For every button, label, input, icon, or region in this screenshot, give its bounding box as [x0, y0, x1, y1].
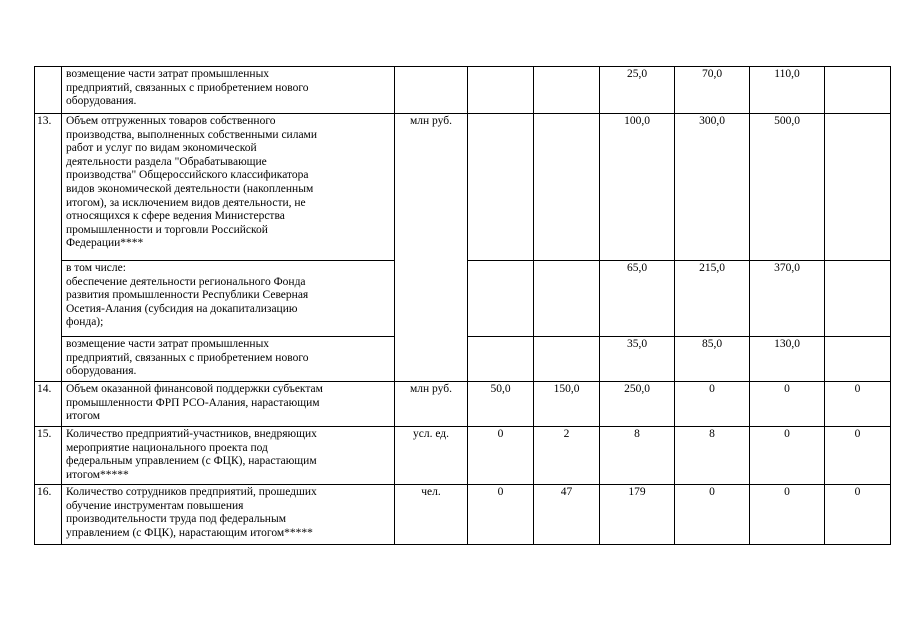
table-row: [35, 427, 891, 485]
indicator-description: Количество предприятий-участников, внедряющих мероприятие национального проекта под федеральным управлением (с ФЦК), нарастающим итогом*****: [62, 427, 395, 485]
value-cell: 85,0: [675, 337, 750, 382]
value-cell: [468, 337, 534, 382]
value-cell: [534, 114, 600, 261]
value-cell: 0: [825, 485, 891, 545]
indicator-description: Объем отгруженных товаров собственного производства, выполненных собственными силами работ и услуг по видам экономической деятельности раздела "Обрабатывающие производства" Общероссийского классификатора видов экономической деятельности (накопленным итогом), за исключением видов деятельности, не относящихся к сфере ведения Министерства промышленности и торговли Российской Федерации****: [62, 114, 395, 261]
value-cell: 110,0: [750, 67, 825, 114]
value-cell: 0: [825, 382, 891, 427]
value-cell: 130,0: [750, 337, 825, 382]
value-cell: 150,0: [534, 382, 600, 427]
value-cell: [534, 337, 600, 382]
unit-cell: млн руб.: [395, 114, 468, 382]
unit-cell: [395, 67, 468, 114]
value-cell: 179: [600, 485, 675, 545]
value-cell: [825, 337, 891, 382]
value-cell: [534, 67, 600, 114]
value-cell: [825, 67, 891, 114]
document-page: [34, 66, 891, 545]
value-cell: [534, 261, 600, 337]
value-cell: 0: [468, 427, 534, 485]
table-row: [35, 67, 891, 114]
row-number: 16.: [35, 485, 62, 545]
value-cell: 47: [534, 485, 600, 545]
value-cell: 8: [675, 427, 750, 485]
value-cell: 250,0: [600, 382, 675, 427]
value-cell: [825, 261, 891, 337]
value-cell: 65,0: [600, 261, 675, 337]
value-cell: 100,0: [600, 114, 675, 261]
value-cell: 0: [468, 485, 534, 545]
row-number: [35, 67, 62, 114]
value-cell: [468, 67, 534, 114]
value-cell: 50,0: [468, 382, 534, 427]
value-cell: 0: [750, 485, 825, 545]
value-cell: 0: [750, 427, 825, 485]
unit-cell: млн руб.: [395, 382, 468, 427]
table-row: [35, 485, 891, 545]
value-cell: 0: [750, 382, 825, 427]
table-row: [35, 114, 891, 261]
indicator-description: в том числе: обеспечение деятельности регионального Фонда развития промышленности Республики Северная Осетия-Алания (субсидия на докапитализацию фонда);: [62, 261, 395, 337]
value-cell: 70,0: [675, 67, 750, 114]
value-cell: [468, 114, 534, 261]
value-cell: 0: [675, 382, 750, 427]
value-cell: 8: [600, 427, 675, 485]
unit-cell: чел.: [395, 485, 468, 545]
value-cell: 0: [825, 427, 891, 485]
value-cell: 0: [675, 485, 750, 545]
table-row: [35, 382, 891, 427]
value-cell: [825, 114, 891, 261]
indicator-description: возмещение части затрат промышленных предприятий, связанных с приобретением нового оборудования.: [62, 67, 395, 114]
row-number: 14.: [35, 382, 62, 427]
value-cell: [468, 261, 534, 337]
value-cell: 370,0: [750, 261, 825, 337]
indicator-description: возмещение части затрат промышленных предприятий, связанных с приобретением нового оборудования.: [62, 337, 395, 382]
value-cell: 2: [534, 427, 600, 485]
unit-cell: усл. ед.: [395, 427, 468, 485]
value-cell: 35,0: [600, 337, 675, 382]
value-cell: 300,0: [675, 114, 750, 261]
value-cell: 215,0: [675, 261, 750, 337]
row-number: 13.: [35, 114, 62, 382]
value-cell: 25,0: [600, 67, 675, 114]
indicator-description: Объем оказанной финансовой поддержки субъектам промышленности ФРП РСО-Алания, нарастающим итогом: [62, 382, 395, 427]
value-cell: 500,0: [750, 114, 825, 261]
row-number: 15.: [35, 427, 62, 485]
indicators-table: [34, 66, 891, 545]
indicator-description: Количество сотрудников предприятий, прошедших обучение инструментам повышения производительности труда под федеральным управлением (с ФЦК), нарастающим итогом*****: [62, 485, 395, 545]
